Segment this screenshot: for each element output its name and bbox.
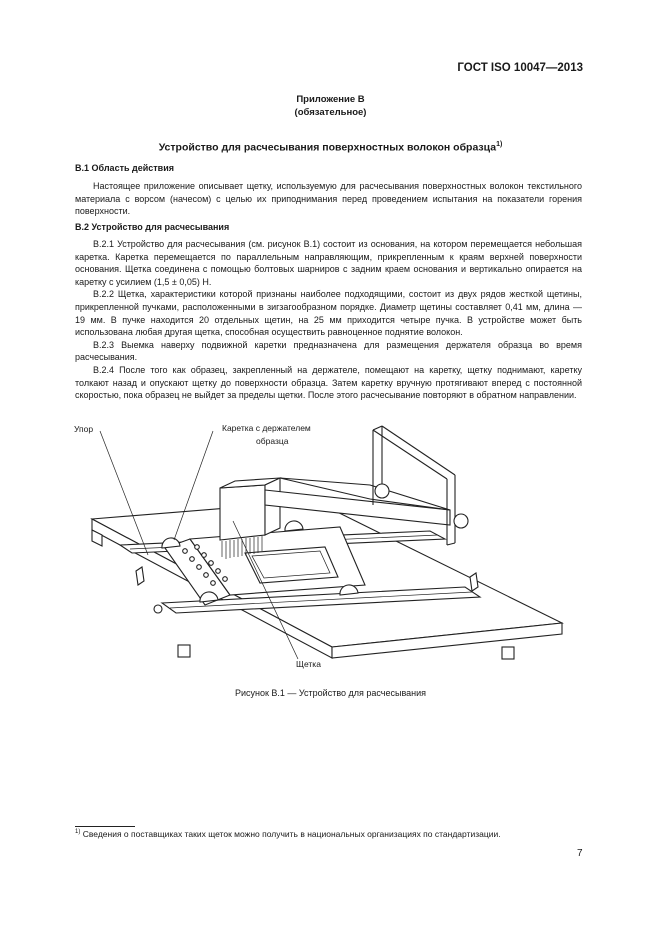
label-carriage-line2: образца <box>256 436 289 446</box>
page-title-text: Устройство для расчесывания поверхностных волокон образца <box>158 141 497 154</box>
page-title <box>0 141 661 154</box>
page-number: 7 <box>577 848 583 859</box>
footnote-text: Сведения о поставщиках таких щеток можно получить в национальных организациях по стандартизации. <box>82 829 501 839</box>
paragraph-b2-3: В.2.3 Выемка наверху подвижной каретки предназначена для размещения держателя образца во время расчесывания. <box>75 339 582 363</box>
label-brush: Щетка <box>296 659 321 669</box>
figure-caption: Рисунок В.1 — Устройство для расчесывания <box>234 688 427 698</box>
combing-device-drawing <box>70 415 590 680</box>
section-b2-heading: В.2 Устройство для расчесывания <box>75 222 230 232</box>
label-carriage-line1: Каретка с держателем <box>222 423 311 433</box>
annex-status: (обязательное) <box>294 107 367 118</box>
paragraph-b2-4: В.2.4 После того как образец, закрепленный на держателе, помещают на каретку, щетку поднимают, каретку толкают назад и опускают щетку до поверхности образца. Затем каретку вручную протягивают вперед с постоянной скоростью, пока образец не выйдет за пределы щетки. После этого расчесывание повторяют в обратном направлении. <box>75 364 582 401</box>
label-stop: Упор <box>74 424 94 434</box>
section-b1-text: Настоящее приложение описывает щетку, используемую для расчесывания поверхностных волокон текстильного материала с ворсом (начесом) с целью их приподнимания перед проведением испытания на показатели горения поверхности. <box>75 181 582 217</box>
annex-heading <box>0 93 661 119</box>
paragraph-b2-2: В.2.2 Щетка, характеристики которой признаны наиболее подходящими, состоит из двух рядов жесткой щетины, прикрепленной пучками, расположенными в зигзагообразном порядке. Диаметр щетины составляет 0,41 мм, длина — 19 мм. В пучке находится 20 отдельных щетин, на 25 мм приходится четыре пучка. В устройстве может быть использована любая другая щетка, способная осуществить равноценное поднятие волокон. <box>75 289 582 338</box>
footnote <box>75 829 582 839</box>
document-code: ГОСТ ISO 10047—2013 <box>457 62 583 74</box>
section-b1-heading: В.1 Область действия <box>75 163 174 173</box>
footnote-rule <box>75 826 135 827</box>
paragraph-b2-1: В.2.1 Устройство для расчесывания (см. рисунок В.1) состоит из основания, на котором перемещается небольшая каретка. Каретка перемещается по параллельным направляющим, прикрепленным к краям верхней поверхности основания. Щетка соединена с помощью болтовых шарниров с задним краем основания и вертикально опирается на каретку с усилием (1,5 ± 0,05) Н. <box>75 239 582 287</box>
title-footnote-mark: 1) <box>496 141 503 148</box>
footnote-mark: 1) <box>75 829 81 836</box>
section-b2-body <box>75 238 582 402</box>
annex-title: Приложение В <box>296 94 365 105</box>
section-b1-body <box>75 180 582 218</box>
